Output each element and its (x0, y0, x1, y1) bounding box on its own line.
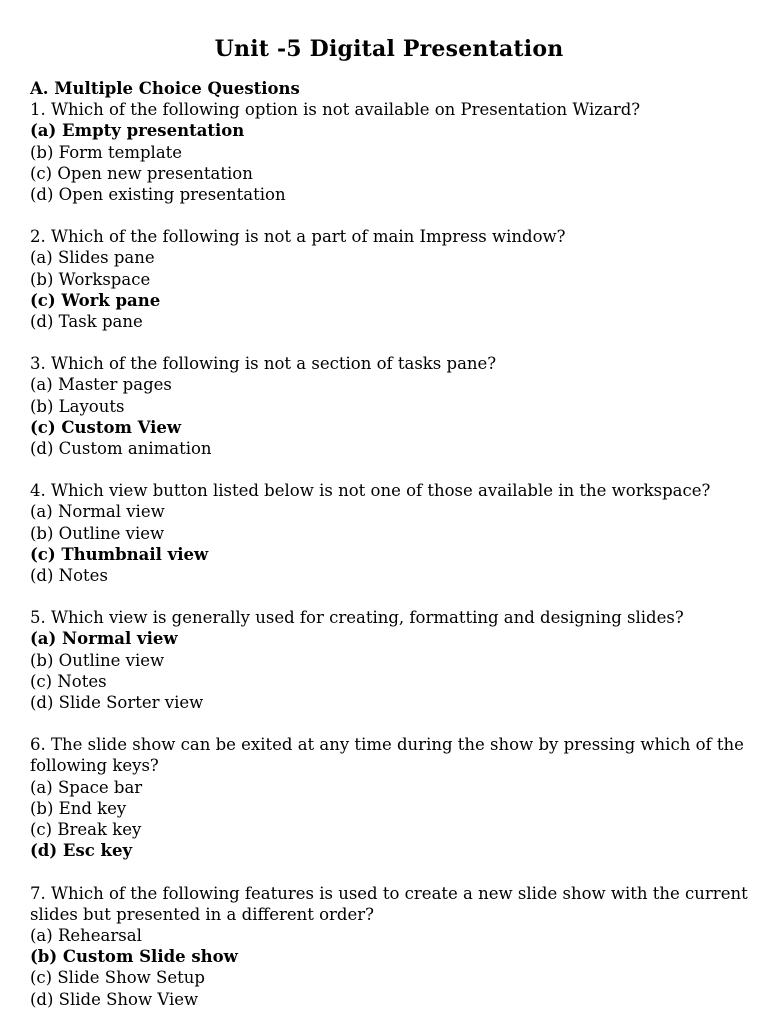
option-a: (a) Master pages (30, 375, 172, 395)
question-text: 6. The slide show can be exited at any time during the show by pressing which of the following keys? (30, 735, 744, 776)
option-c: (c) Custom View (30, 417, 182, 437)
option-d: (d) Slide Sorter view (30, 693, 204, 713)
option-c: (c) Open new presentation (30, 163, 253, 183)
option-a: (a) Slides pane (30, 248, 155, 268)
option-c: (c) Thumbnail view (30, 544, 209, 564)
option-d: (d) Custom animation (30, 439, 212, 459)
question-text: 3. Which of the following is not a section of tasks pane? (30, 354, 497, 374)
question-3 (30, 353, 748, 459)
question-text: 4. Which view button listed below is not one of those available in the workspace? (30, 481, 711, 501)
option-a: (a) Empty presentation (30, 121, 245, 141)
option-a: (a) Normal view (30, 629, 178, 649)
question-text: 1. Which of the following option is not available on Presentation Wizard? (30, 100, 641, 120)
option-d: (d) Slide Show View (30, 989, 199, 1009)
page-title: Unit -5 Digital Presentation (214, 36, 564, 62)
option-c: (c) Slide Show Setup (30, 968, 205, 988)
option-b: (b) End key (30, 798, 127, 818)
question-5 (30, 607, 748, 713)
question-7 (30, 883, 748, 1010)
question-text: 7. Which of the following features is used to create a new slide show with the current slides but presented in a different order? (30, 883, 748, 924)
question-text: 5. Which view is generally used for creating, formatting and designing slides? (30, 608, 684, 628)
question-6 (30, 734, 748, 861)
option-b: (b) Custom Slide show (30, 947, 238, 967)
option-d: (d) Esc key (30, 841, 133, 861)
question-4 (30, 480, 748, 586)
option-b: (b) Layouts (30, 396, 125, 416)
option-b: (b) Outline view (30, 650, 165, 670)
section-heading: A. Multiple Choice Questions (30, 79, 300, 98)
option-c: (c) Break key (30, 820, 142, 840)
question-1 (30, 99, 748, 205)
option-b: (b) Form template (30, 142, 183, 162)
option-a: (a) Normal view (30, 502, 165, 522)
option-a: (a) Rehearsal (30, 925, 142, 945)
option-c: (c) Work pane (30, 290, 161, 310)
option-d: (d) Notes (30, 566, 108, 586)
option-d: (d) Open existing presentation (30, 185, 286, 205)
option-a: (a) Space bar (30, 777, 143, 797)
question-text: 2. Which of the following is not a part of main Impress window? (30, 227, 566, 247)
question-2 (30, 226, 748, 332)
question-list (30, 99, 748, 1010)
option-b: (b) Outline view (30, 523, 165, 543)
option-b: (b) Workspace (30, 269, 151, 289)
option-c: (c) Notes (30, 671, 107, 691)
option-d: (d) Task pane (30, 312, 143, 332)
